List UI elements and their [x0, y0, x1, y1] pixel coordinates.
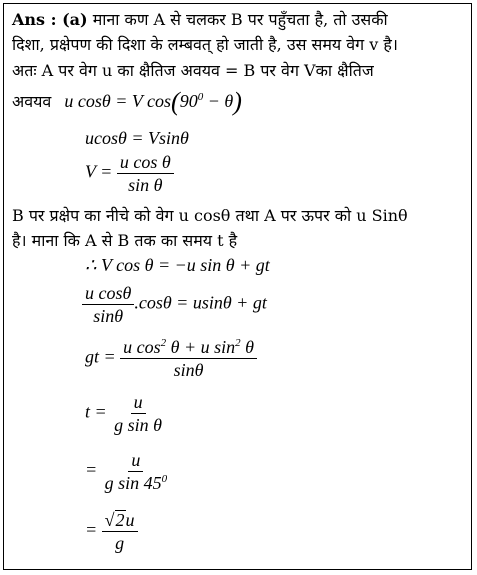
equation-5: [85, 337, 257, 380]
equation-6-fraction: [111, 392, 165, 435]
answer-line-4-text: अवयव: [12, 92, 52, 111]
equation-2-denominator: sin θ: [128, 175, 163, 195]
equation-4-numerator: u cosθ: [82, 283, 134, 305]
equation-8-lhs: =: [85, 519, 98, 540]
equation-8-numerator: [102, 510, 138, 532]
equation-7-numerator: u: [128, 450, 143, 472]
answer-line-2: दिशा, प्रक्षेपण की दिशा के लम्बवत् हो जाती है, उस समय वेग v है।: [12, 35, 398, 54]
equation-6-lhs: t =: [85, 401, 107, 422]
degree-sup: 0: [197, 91, 204, 103]
equation-5-denominator: sinθ: [173, 360, 204, 380]
equation-2-fraction: [117, 152, 174, 195]
equation-6-denominator: g sin θ: [114, 415, 163, 435]
eq7-den-sup: 0: [161, 473, 168, 485]
equation-4: [82, 283, 267, 326]
equation-4-fraction: [82, 283, 134, 326]
answer-line-3: अतः A पर वेग u का क्षैतिज अवयव = B पर वेग Vका क्षैतिज: [12, 61, 374, 80]
equation-8: [85, 510, 138, 553]
equation-5-numerator: [120, 337, 257, 359]
equation-2: [85, 152, 174, 195]
equation-7-lhs: =: [85, 459, 98, 480]
answer-line-6: है। माना कि A से B तक का समय t है: [12, 231, 238, 250]
eq8-num-var: u: [125, 510, 135, 530]
sqrt-radicand: 2: [115, 510, 125, 530]
equation-1: ucosθ = Vsinθ: [85, 128, 189, 148]
equation-7-denominator: [102, 472, 171, 493]
eq7-den-text: g sin 45: [104, 473, 162, 493]
angle-rest: − θ: [203, 91, 234, 111]
equation-4-rest: .cosθ = usinθ + gt: [134, 292, 267, 313]
answer-line-1-text: माना कण A से चलकर B पर पहुँचता है, तो उसकी: [92, 10, 388, 29]
equation-8-fraction: [102, 510, 138, 553]
equation-8-denominator: g: [115, 533, 125, 553]
equation-7: [85, 450, 170, 493]
answer-label: Ans : (a): [12, 10, 88, 29]
equation-5-fraction: [120, 337, 257, 380]
answer-line-1: [12, 9, 388, 31]
eq5-num-part-c: θ: [240, 337, 254, 357]
equation-4-denominator: sinθ: [93, 306, 124, 326]
equation-2-lhs: V =: [85, 161, 113, 182]
eq5-num-part-b: θ + u sin: [166, 337, 236, 357]
eq5-sup-2: 2: [235, 337, 241, 349]
component-equation-lhs: u cosθ = V cos: [64, 91, 172, 111]
component-equation: u cosθ = V $\cos(90^0 - \theta)$: [64, 87, 242, 116]
answer-line-4: [12, 87, 242, 116]
equation-6: [85, 392, 165, 435]
equation-7-fraction: [102, 450, 171, 493]
equation-3: ∴ V cos θ = −u sin θ + gt: [85, 255, 270, 275]
equation-6-numerator: u: [131, 392, 146, 414]
angle-value: 90: [179, 91, 198, 111]
answer-line-5: B पर प्रक्षेप का नीचे को वेग u cosθ तथा A पर ऊपर को u Sinθ: [12, 206, 408, 225]
eq5-num-part-a: u cos: [123, 337, 161, 357]
sqrt-symbol: √ 2: [104, 510, 125, 530]
equation-2-numerator: u cos θ: [117, 152, 174, 174]
eq5-sup-1: 2: [160, 337, 167, 349]
equation-5-lhs: gt =: [85, 346, 116, 367]
